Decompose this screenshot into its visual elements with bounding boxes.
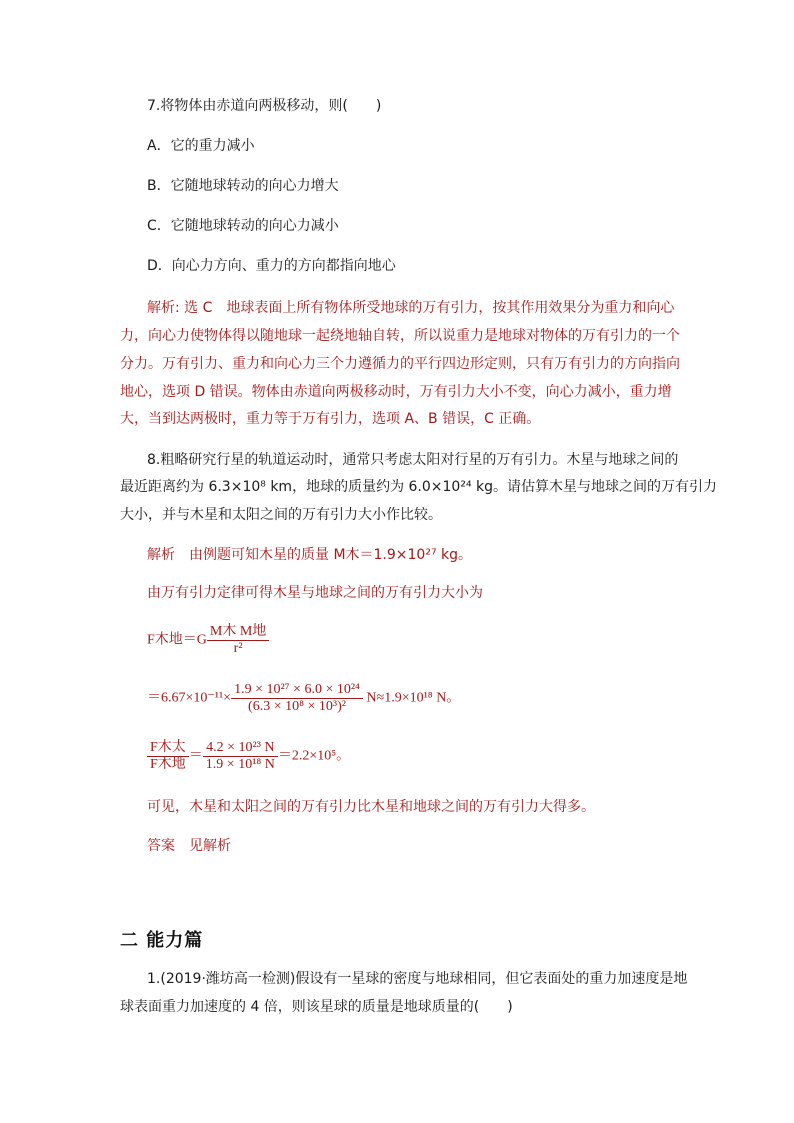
formula3-lhs-fraction — [147, 740, 189, 773]
q7-option-c: C．它随地球转动的向心力减小 — [147, 218, 339, 234]
formula3-denominator: 1.9 × 10¹⁸ N — [205, 757, 275, 772]
s2-q1-line-1: 1.(2019·潍坊高一检测)假设有一星球的密度与地球相同，但它表面处的重力加速度是地 — [147, 971, 688, 987]
q8-answer: 答案 见解析 — [147, 838, 231, 854]
formula3-lhs-numerator: F木太 — [147, 740, 189, 757]
formula2-denominator: (6.3 × 10⁸ × 10³)² — [248, 699, 346, 714]
q8-stem-line-3: 大小，并与木星和太阳之间的万有引力大小作比较。 — [120, 507, 442, 523]
formula-force-ratio — [147, 740, 350, 773]
formula2-prefix: ＝6.67×10⁻¹¹× — [147, 690, 232, 706]
s2-q1-line-2: 球表面重力加速度的 4 倍，则该星球的质量是地球质量的( ) — [120, 999, 513, 1015]
q8-stem-line-2: 最近距离约为 6.3×10⁸ km，地球的质量约为 6.0×10²⁴ kg。请估算木星与地球之间的万有引力 — [120, 479, 717, 495]
formula1-lhs: F木地＝G — [147, 632, 207, 648]
formula2-numerator: 1.9 × 10²⁷ × 6.0 × 10²⁴ — [231, 682, 363, 699]
formula3-equals: ＝ — [188, 748, 203, 764]
q8-conclusion: 可见，木星和太阳之间的万有引力比木星和地球之间的万有引力大得多。 — [147, 799, 595, 815]
q8-stem-line-1: 8.粗略研究行星的轨道运动时，通常只考虑太阳对行星的万有引力。木星与地球之间的 — [147, 452, 679, 468]
formula3-numerator: 4.2 × 10²³ N — [203, 740, 278, 757]
q8-analysis-intro: 解析 由例题可知木星的质量 M木＝1.9×10²⁷ kg。 — [147, 547, 473, 563]
formula3-lhs-denominator: F木地 — [150, 757, 186, 772]
q7-analysis-line-3: 分力。万有引力、重力和向心力三个力遵循力的平行四边形定则，只有万有引力的方向指向 — [120, 356, 680, 372]
q7-option-d: D．向心力方向、重力的方向都指向地心 — [147, 258, 396, 274]
section-heading: 二 能力篇 — [120, 930, 204, 951]
q7-analysis-line-4: 地心，选项 D 错误。物体由赤道向两极移动时，万有引力大小不变，向心力减小，重力增 — [120, 384, 672, 400]
formula-gravity-definition — [147, 624, 269, 657]
formula3-fraction — [203, 740, 278, 773]
q8-analysis-law: 由万有引力定律可得木星与地球之间的万有引力大小为 — [147, 585, 483, 601]
q7-analysis-line-2: 力，向心力使物体得以随地球一起绕地轴自转，所以说重力是地球对物体的万有引力的一个 — [120, 328, 680, 344]
formula1-numerator: M木 M地 — [207, 624, 269, 641]
formula2-suffix: N≈1.9×10¹⁸ N。 — [362, 690, 461, 706]
q7-analysis-line-1: 解析: 选 C 地球表面上所有物体所受地球的万有引力，按其作用效果分为重力和向心 — [147, 300, 675, 316]
formula2-fraction — [231, 682, 363, 715]
q7-option-b: B．它随地球转动的向心力增大 — [147, 178, 339, 194]
formula-gravity-calculation — [147, 682, 460, 715]
q7-stem: 7.将物体由赤道向两极移动，则( ) — [147, 98, 382, 114]
formula1-denominator: r² — [233, 641, 243, 656]
formula1-fraction — [207, 624, 269, 657]
q7-option-a: A．它的重力减小 — [147, 138, 255, 154]
formula3-suffix: ＝2.2×10⁵。 — [277, 748, 351, 764]
q7-analysis-line-5: 大，当到达两极时，重力等于万有引力，选项 A、B 错误，C 正确。 — [120, 411, 541, 427]
